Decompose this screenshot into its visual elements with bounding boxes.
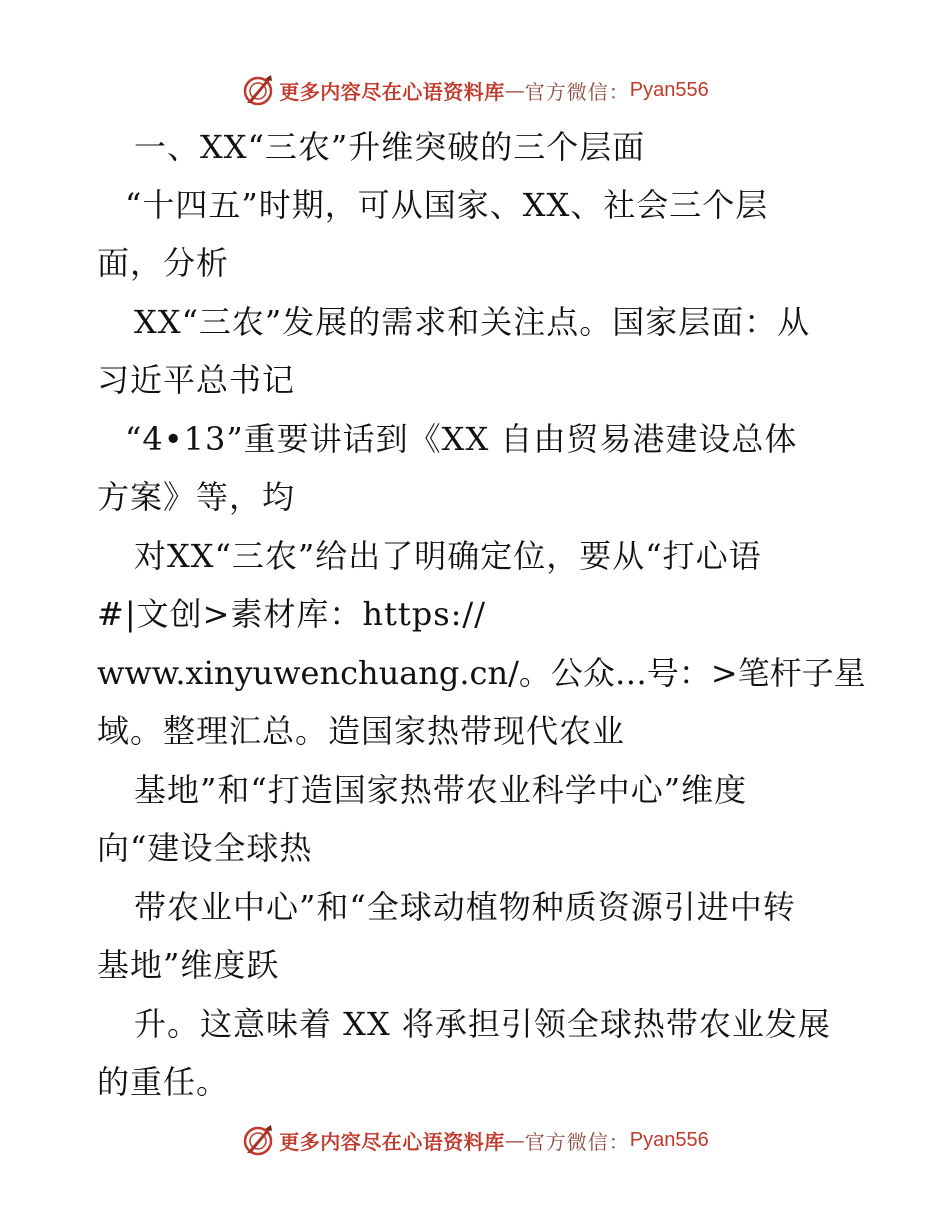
- paragraph-line: 方案》等，均: [97, 478, 296, 516]
- official-wechat-label: 官方微信：: [524, 79, 630, 104]
- paragraph-line: #|文创>素材库：https://: [97, 595, 486, 633]
- paragraph-line: 面，分析: [97, 244, 230, 282]
- quill-pen-seal-icon: [241, 73, 275, 107]
- paragraph-line: “4•13”重要讲话到《XX 自由贸易港建设总体: [125, 420, 798, 458]
- resource-library-link[interactable]: 更多内容尽在心语资料库: [279, 79, 505, 104]
- paragraph-line: “十四五”时期，可从国家、XX、社会三个层: [125, 186, 769, 224]
- wechat-id: Pyan556: [629, 1128, 709, 1151]
- wechat-id: Pyan556: [629, 78, 709, 101]
- footer-banner: [0, 1120, 950, 1160]
- paragraph-line: 对XX“三农”给出了明确定位，要从“打心语: [134, 537, 762, 575]
- paragraph-line: XX“三农”发展的需求和关注点。国家层面：从: [134, 303, 811, 341]
- quill-pen-seal-icon: [241, 1123, 275, 1157]
- paragraph-line: 习近平总书记: [97, 361, 296, 399]
- paragraph-line: 基地”维度跃: [97, 946, 280, 984]
- paragraph-line: 带农业中心”和“全球动植物种质资源引进中转: [134, 888, 796, 926]
- paragraph-line: 域。整理汇总。造国家热带现代农业: [97, 712, 626, 750]
- resource-library-link[interactable]: 更多内容尽在心语资料库: [279, 1129, 505, 1154]
- paragraph-line: 向“建设全球热: [97, 829, 313, 867]
- paragraph-line: 的重任。: [97, 1063, 230, 1101]
- section-heading: 一、XX“三农”升维突破的三个层面: [134, 128, 646, 166]
- header-banner: [0, 70, 950, 110]
- official-wechat-label: 官方微信：: [524, 1129, 630, 1154]
- paragraph-line: 升。这意味着 XX 将承担引领全球热带农业发展: [134, 1005, 831, 1043]
- banner-separator: —: [504, 1128, 525, 1152]
- paragraph-line: 基地”和“打造国家热带农业科学中心”维度: [134, 771, 748, 809]
- paragraph-line: www.xinyuwenchuang.cn/。公众…号：>笔杆子星: [97, 654, 866, 692]
- banner-separator: —: [504, 78, 525, 102]
